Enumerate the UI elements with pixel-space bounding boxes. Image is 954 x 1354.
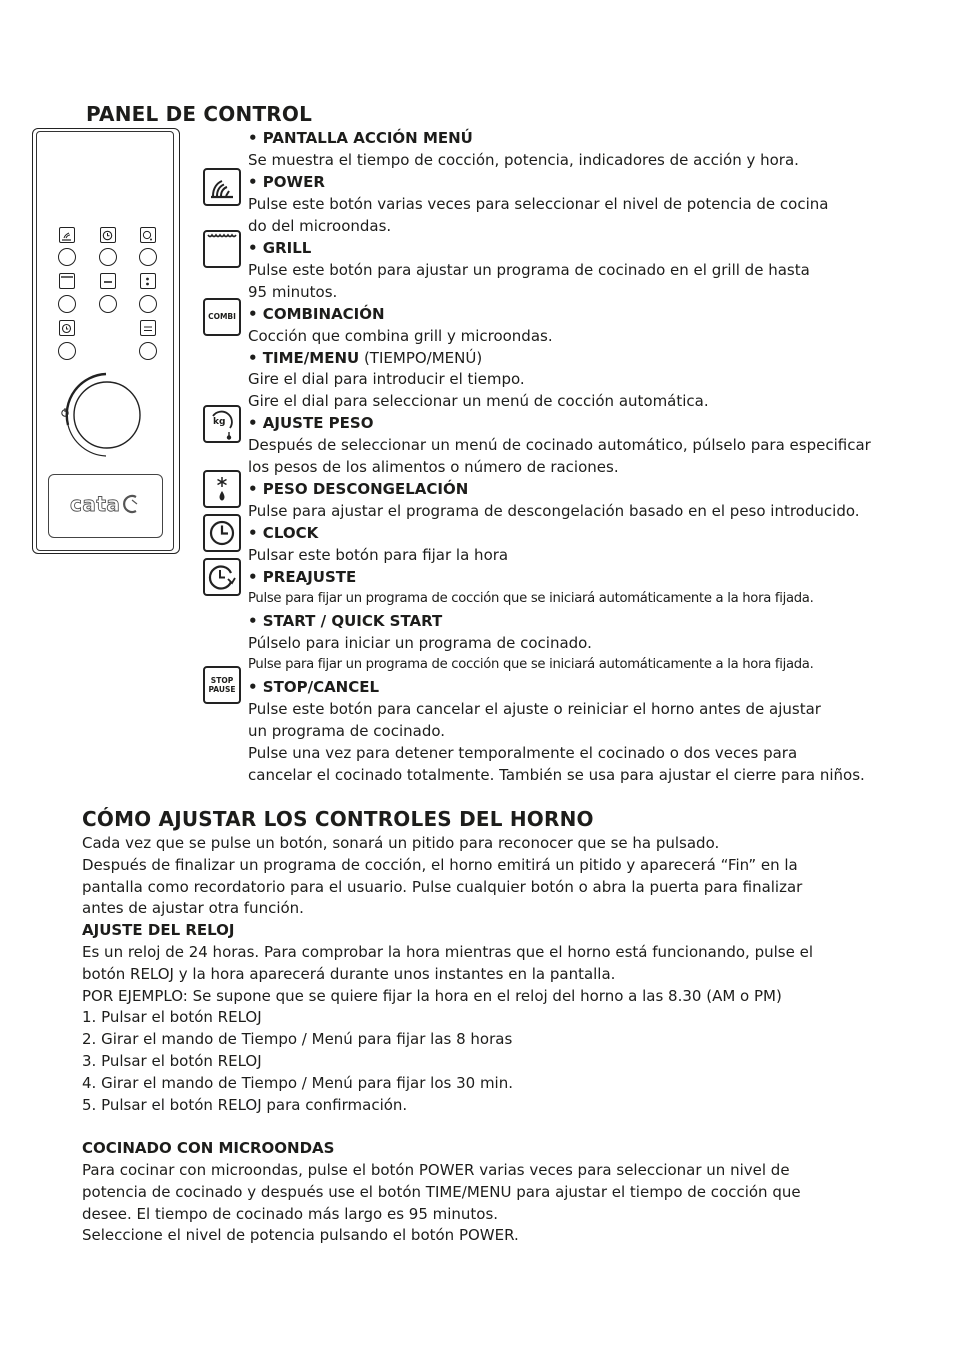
panel-power-icon [59,227,75,243]
preset-icon [203,558,241,596]
controls-line [82,1137,334,1159]
pause-label: PAUSE [208,685,236,694]
controls-text: 5. Pulsar el botón RELOJ para confirmación. [82,1095,408,1114]
controls-text: pantalla como recordatorio para el usuario. Pulse cualquier botón o abra la puerta para finalizar [82,877,803,896]
controls-text: 3. Pulsar el botón RELOJ [82,1052,262,1070]
controls-section-title: CÓMO AJUSTAR LOS CONTROLES DEL HORNO [82,807,594,831]
controls-line [82,919,235,941]
panel-line [248,676,379,698]
panel-line [248,632,592,654]
panel-line [248,654,813,676]
panel-heading: • PREAJUSTE [248,568,357,586]
controls-line [82,897,304,919]
panel-line [248,325,553,347]
panel-line [248,566,356,588]
panel-weight-button [139,248,157,266]
panel-text: Pulse este botón para ajustar un programa de cocinado en el grill de hasta [248,260,810,279]
panel-heading: • PESO DESCONGELACIÓN [248,480,469,499]
panel-text: Pulse una vez para detener temporalmente el cocinado o dos veces para [248,743,798,762]
brand-logo-mark-icon [120,492,142,516]
panel-stop-icon [140,320,156,336]
controls-line [82,1050,262,1072]
panel-heading: • PANTALLA ACCIÓN MENÚ [248,129,473,147]
controls-text: Seleccione el nivel de potencia pulsando el botón POWER. [82,1226,519,1245]
panel-line [248,500,860,522]
defrost-icon [203,470,241,508]
panel-line [248,215,391,237]
panel-defrost-icon [140,273,156,289]
panel-weight-icon [140,227,156,243]
panel-defrost-button [139,295,157,313]
panel-text: Pulse este botón para cancelar el ajuste o reiniciar el horno antes de ajustar [248,699,821,718]
panel-line [248,544,508,566]
controls-line [82,876,802,898]
panel-text: 95 minutos. [248,282,338,301]
controls-heading: COCINADO CON MICROONDAS [82,1139,335,1158]
panel-line [248,368,525,390]
controls-line [82,941,813,963]
controls-line [82,985,782,1007]
panel-line [248,390,709,412]
panel-line [248,412,373,434]
panel-line [248,127,473,149]
controls-text: desee. El tiempo de cocinado más largo es 95 minutos. [82,1204,499,1223]
panel-text: Pulsar este botón para fijar la hora [248,546,509,565]
panel-line [248,347,482,369]
clock-icon [203,514,241,552]
controls-text: 2. Girar el mando de Tiempo / Menú para fijar las 8 horas [82,1030,513,1049]
grill-icon [203,230,241,268]
panel-text: Pulse para ajustar el programa de descongelación basado en el peso introducido. [248,502,860,521]
stop-label: STOP [210,676,234,685]
panel-line [248,259,810,281]
panel-line [248,281,337,303]
panel-line [248,720,445,742]
controls-heading: AJUSTE DEL RELOJ [82,921,235,940]
controls-text: Para cocinar con microondas, pulse el botón POWER varias veces para seleccionar un nivel de [82,1161,790,1179]
controls-line [82,832,719,854]
panel-text: Después de seleccionar un menú de cocinado automático, púlselo para especificar [248,436,871,455]
panel-text: los pesos de los alimentos o número de raciones. [248,458,619,477]
panel-heading: • GRILL [248,238,312,257]
panel-heading: • POWER [248,172,325,191]
panel-preset-button [58,342,76,360]
panel-clock-button [99,248,117,266]
panel-section-title: PANEL DE CONTROL [86,102,313,126]
panel-text: Pulse este botón varias veces para seleccionar el nivel de potencia de cocina [248,194,829,213]
panel-text: Gire el dial para seleccionar un menú de cocción automática. [248,392,709,411]
panel-text: Pulse para fijar un programa de cocción que se iniciará automáticamente a la hora fijada. [248,590,814,606]
controls-text: 1. Pulsar el botón RELOJ [82,1008,262,1027]
controls-line [82,1203,498,1225]
panel-line [248,237,311,259]
panel-heading: • AJUSTE PESO [248,414,374,433]
controls-line [82,1006,262,1028]
panel-heading: • COMBINACIÓN [248,304,385,323]
combi-label: COMBI [208,312,236,321]
panel-line [248,742,797,764]
panel-power-button [58,248,76,266]
panel-combi-icon [100,273,116,289]
panel-heading: • STOP/CANCEL [248,677,380,696]
controls-line [82,1159,790,1181]
controls-text: 4. Girar el mando de Tiempo / Menú para fijar los 30 min. [82,1073,513,1092]
panel-text: Púlselo para iniciar un programa de cocinado. [248,633,592,652]
panel-line [248,193,828,215]
panel-time-menu-dial [56,365,146,461]
panel-line [248,610,442,632]
controls-text: POR EJEMPLO: Se supone que se quiere fijar la hora en el reloj del horno a las 8.30 (AM o PM) [82,986,782,1005]
panel-heading: • START / QUICK START [248,611,443,630]
controls-line [82,1028,512,1050]
panel-line [248,478,468,500]
panel-line [248,171,325,193]
controls-text: Cada vez que se pulse un botón, sonará un pitido para reconocer que se ha pulsado. [82,834,720,852]
controls-line [82,1094,407,1116]
panel-text: un programa de cocinado. [248,721,446,740]
weight-label: kg [213,417,226,427]
combi-icon [203,298,241,336]
panel-line [248,303,385,325]
panel-heading: • CLOCK [248,524,319,543]
panel-text: (TIEMPO/MENÚ) [359,348,483,367]
controls-text: potencia de cocinado y después use el botón TIME/MENU para ajustar el tiempo de cocción que [82,1182,801,1201]
panel-clock-icon [100,227,116,243]
controls-line [82,1224,519,1246]
panel-text: Gire el dial para introducir el tiempo. [248,370,525,389]
panel-line [248,456,619,478]
panel-grill-button [58,295,76,313]
controls-line [82,1181,801,1203]
controls-text: antes de ajustar otra función. [82,899,304,918]
panel-grill-icon [59,273,75,289]
controls-line [82,963,615,985]
panel-text: do del microondas. [248,216,392,235]
controls-text: Es un reloj de 24 horas. Para comprobar la hora mientras que el horno está funcionando, pulse el [82,943,813,961]
controls-line [82,854,798,876]
panel-line [248,522,318,544]
power-icon [203,168,241,206]
panel-line [248,434,871,456]
controls-text: Después de finalizar un programa de cocción, el horno emitirá un pitido y aparecerá “Fin” en la [82,855,798,874]
weight-icon [203,405,241,443]
panel-heading: • TIME/MENU [248,348,360,367]
brand-logo: cata [70,492,121,516]
panel-line [248,764,865,786]
panel-stop-button [139,342,157,360]
panel-line [248,149,799,171]
panel-preset-icon [59,320,75,336]
panel-text: Se muestra el tiempo de cocción, potencia, indicadores de acción y hora. [248,150,799,169]
panel-combi-button [99,295,117,313]
panel-text: Cocción que combina grill y microondas. [248,326,553,345]
stop-pause-icon [203,666,241,704]
panel-text: Pulse para fijar un programa de cocción que se iniciará automáticamente a la hora fijada. [248,656,814,672]
controls-text: botón RELOJ y la hora aparecerá durante unos instantes en la pantalla. [82,964,616,983]
panel-line [248,588,813,610]
panel-text: cancelar el cocinado totalmente. También se usa para ajustar el cierre para niños. [248,765,865,784]
panel-line [248,698,821,720]
controls-line [82,1072,513,1094]
